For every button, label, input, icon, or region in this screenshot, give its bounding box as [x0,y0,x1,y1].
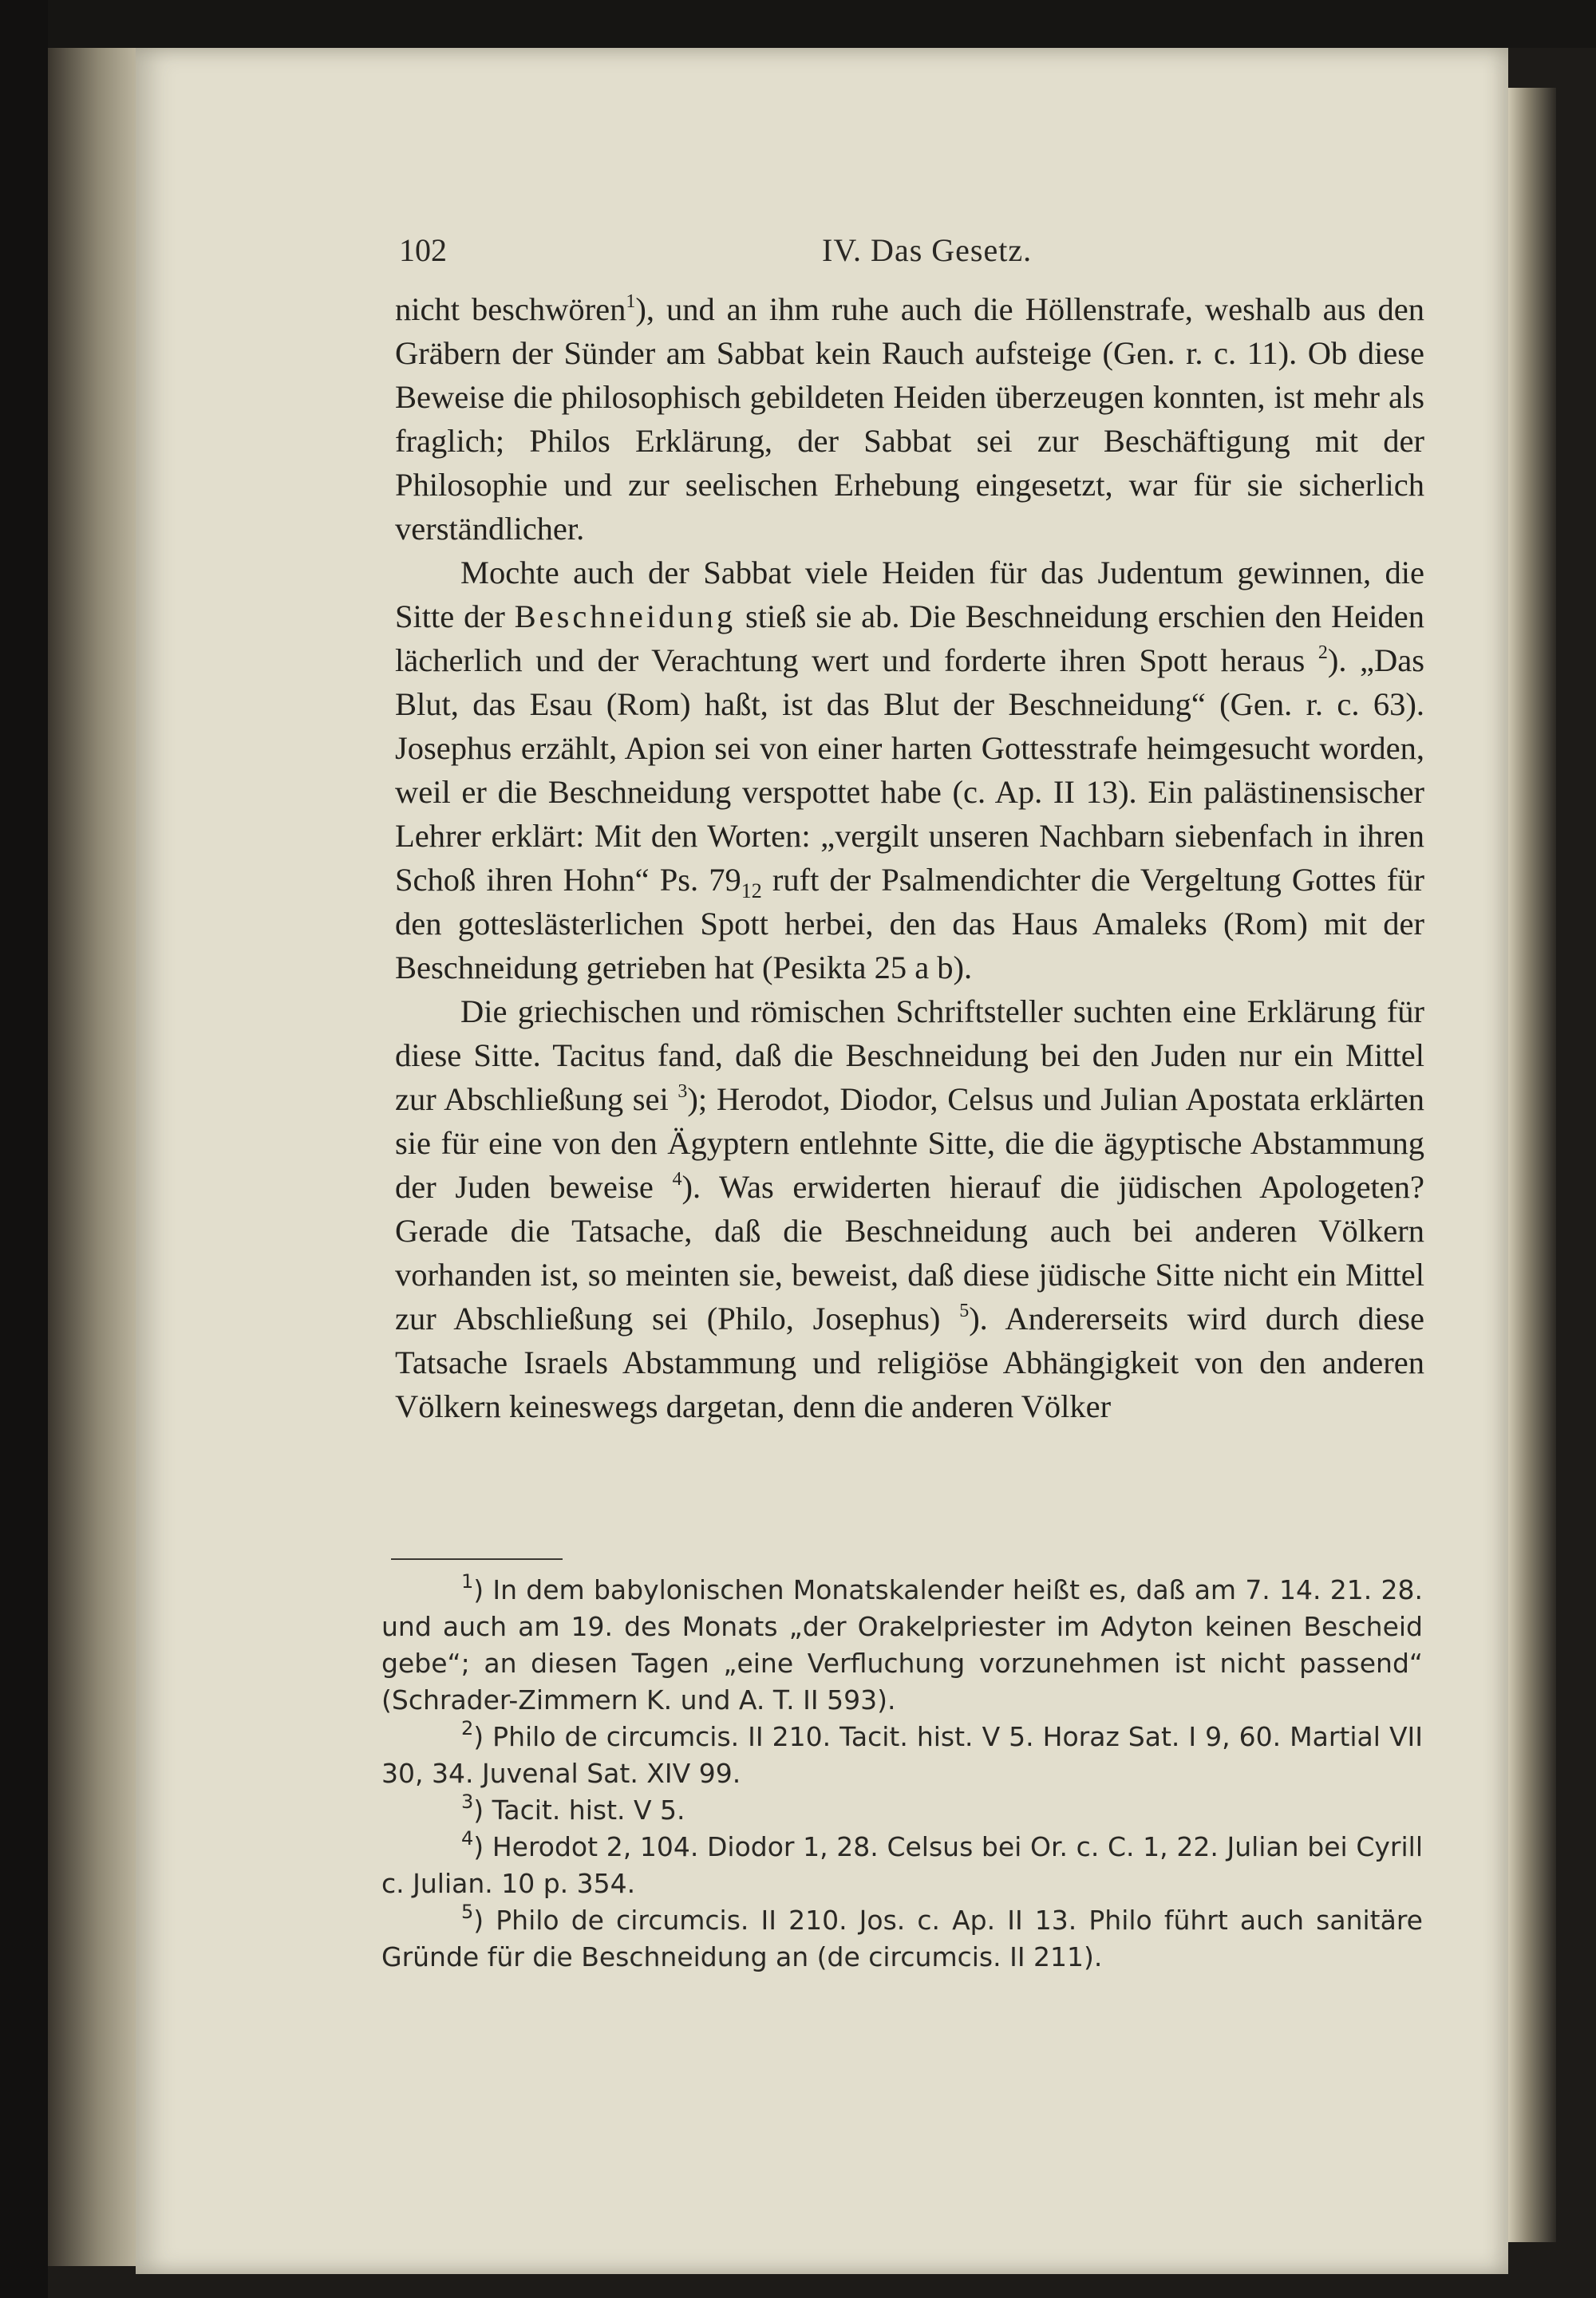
scan-background-top [0,0,1596,48]
footnote-marker: 5 [461,1901,474,1923]
footnote-text: ) Philo de circumcis. II 210. Tacit. hist. V 5. Horaz Sat. I 9, 60. Martial VII 30, 34. Juvenal Sat. XIV 99. [381,1721,1423,1789]
footnote-text: ) In dem babylonischen Monatskalender heißt es, daß am 7. 14. 21. 28. und auch am 19. des Monats „der Orakelpriester im Adyton keinen Bescheid gebe“; an diesen Tagen „eine Verfluchung vorzunehmen ist nicht passend“ (Schrader-Zimmern K. und A. T. II 593). [381,1574,1423,1716]
footnote-ref: 3 [678,1080,688,1102]
footnote-ref: 4 [672,1168,682,1190]
text-span: Mochte auch der Sabbat viele Heiden für das Judentum gewinnen, die Sitte der [395,555,1424,634]
running-head: IV. Das Gesetz. [822,232,1033,268]
book-page-stack-right [1508,88,1556,2242]
text-span: ruft der Psalmendichter die Vergeltung Gottes für den gotteslästerlichen Spott herbei, den das Haus Amaleks (Rom) mit der Beschneidung getrieben hat (Pesikta 25 a b). [395,862,1424,985]
footnote [381,1829,1423,1902]
text-span: Die griechischen und römischen Schriftsteller suchten eine Erklärung für diese Sitte. Tacitus fand, daß die Beschneidung bei den Juden nur ein Mittel zur Abschließung sei [395,993,1424,1117]
text-span: nicht beschwören [395,291,626,327]
emphasis-spaced: Beschneidung [514,598,737,634]
text-span: stieß sie ab. Die Beschneidung erschien den Heiden lächerlich und der Verachtung wert und forderte ihren Spott heraus [395,598,1424,678]
footnote [381,1792,1423,1829]
paragraph [395,287,1424,551]
footnote-ref: 2 [1317,642,1328,663]
text-span: ), und an ihm ruhe auch die Höllenstrafe, weshalb aus den Gräbern der Sünder am Sabbat kein Rauch aufsteige (Gen. r. c. 11). Ob diese Beweise die philosophisch gebildeten Heiden überzeugen konnten, ist mehr als fraglich; Philos Erklärung, der Sabbat sei zur Beschäftigung mit der Philosophie und zur seelischen Erhebung eingesetzt, war für sie sicherlich verständlicher. [395,291,1424,547]
footnote-marker: 2 [461,1717,474,1739]
footnotes [381,1572,1423,1976]
footnote-marker: 4 [461,1827,474,1850]
footnote-marker: 3 [461,1791,474,1813]
text-span: ). „Das Blut, das Esau (Rom) haßt, ist das Blut der Beschneidung“ (Gen. r. c. 63). Josephus erzählt, Apion sei von einer harten Gottesstrafe heimgesucht worden, weil er die Beschneidung verspottet habe (c. Ap. II 13). Ein palästinensischer Lehrer erklärt: Mit den Worten: „vergilt unseren Nachbarn siebenfach in ihren Schoß ihren Hohn“ Ps. 79 [395,642,1425,898]
paragraph [395,989,1424,1428]
text-span: ); Herodot, Diodor, Celsus und Julian Apostata erklärten sie für eine von den Ägyptern entlehnte Sitte, die die ägyptische Abstammung der Juden beweise [395,1081,1424,1205]
footnote [381,1902,1423,1976]
footnote [381,1719,1423,1792]
scan-background-left [0,0,48,2298]
verse-subscript: 12 [741,879,762,903]
footnote [381,1572,1423,1719]
footnote-text: ) Herodot 2, 104. Diodor 1, 28. Celsus bei Or. c. C. 1, 22. Julian bei Cyrill c. Julian. 10 p. 354. [381,1831,1423,1899]
footnote-ref: 1 [626,290,636,312]
footnote-divider [391,1558,563,1560]
footnote-marker: 1 [461,1570,474,1593]
page-header [399,231,1420,271]
footnote-text: ) Tacit. hist. V 5. [473,1795,685,1826]
footnote-text: ) Philo de circumcis. II 210. Jos. c. Ap. II 13. Philo führt auch sanitäre Gründe für die Beschneidung an (de circumcis. II 211). [381,1905,1423,1972]
footnote-ref: 5 [959,1300,970,1321]
text-span: ). Was erwiderten hierauf die jüdischen Apologeten? Gerade die Tatsache, daß die Beschneidung auch bei anderen Völkern vorhanden ist, so meinten sie, beweist, daß diese jüdische Sitte nicht ein Mittel zur Abschließung sei (Philo, Josephus) [395,1169,1424,1337]
main-text [395,287,1424,1428]
paragraph [395,551,1424,989]
page-number: 102 [399,232,447,268]
text-span: ). Andererseits wird durch diese Tatsache Israels Abstammung und religiöse Abhängigkeit von den anderen Völkern keineswegs dargetan, denn die anderen Völker [395,1301,1424,1424]
